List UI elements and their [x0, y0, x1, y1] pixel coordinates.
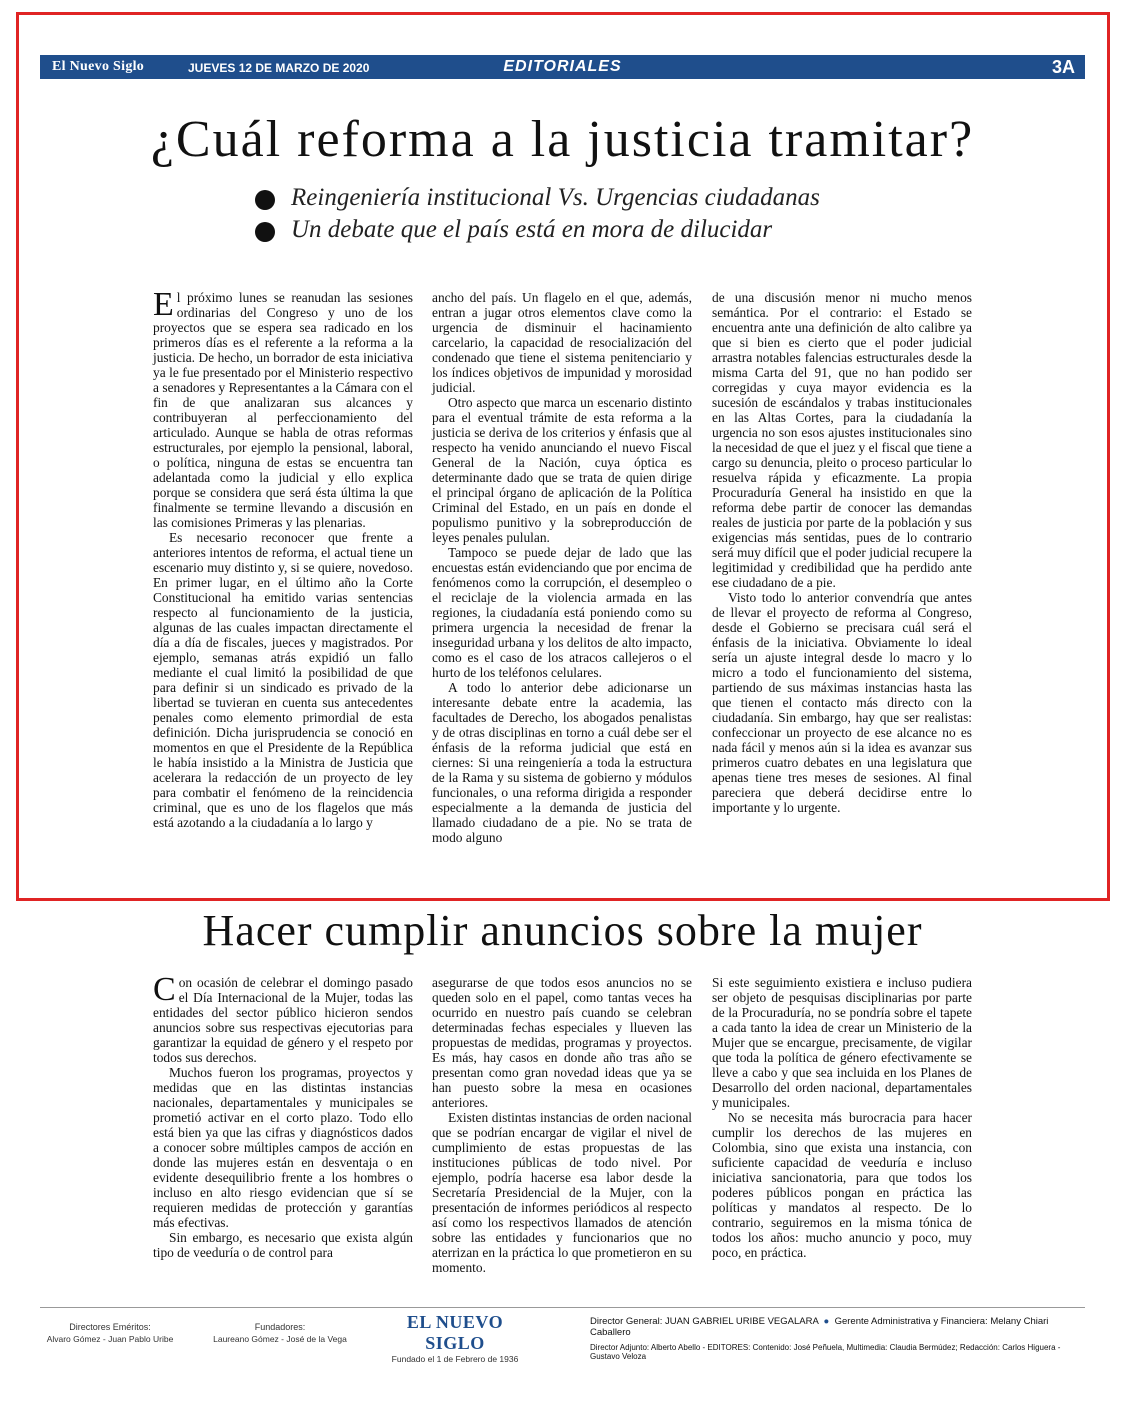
redaccion-label: Redacción: — [959, 1343, 1000, 1352]
subhead-item — [255, 214, 955, 246]
redaccion-names: Carlos Higuera - Gustavo Veloza — [590, 1343, 1061, 1361]
bullet-icon — [255, 222, 275, 242]
editorial2-title: Hacer cumplir anuncios sobre la mujer — [202, 906, 923, 955]
bullet-icon: ● — [823, 1316, 830, 1327]
director-general-label: Director General: — [590, 1316, 663, 1327]
gerente-name: Melany Chiari Caballero — [590, 1316, 1049, 1338]
paragraph: Existen distintas instancias de orden nacional que se podrían encargar de vigilar el nivel de cumplimiento de estas propuestas de las instituciones públicas de todo nivel. Por ejemplo, podría hacerse esa labor desde la Secretaría Presidencial de la Mujer, con la presentación de informes periódicos al respecto así como los respectivos llamados de atención sobre las entidades y funcionarios que no aterrizan en la práctica lo que prometieron en su momento. — [432, 1110, 692, 1275]
footer-emeritus — [40, 1322, 180, 1344]
contenido-name: José Peñuela, — [793, 1343, 845, 1352]
editorial1-column-1 — [153, 286, 413, 830]
gerente-label: Gerente Administrativa y Financiera: — [834, 1316, 988, 1327]
emeritus-names: Alvaro Gómez - Juan Pablo Uribe — [46, 1334, 174, 1344]
editorial1-column-2 — [432, 290, 692, 845]
subhead-text: Un debate que el país está en mora de dilucidar — [291, 216, 773, 243]
paragraph-text: l próximo lunes se reanudan las sesiones ordinarias del Congreso y uno de los proyectos que se espera sea radicado en los primeros días es el referente a la reforma a la justicia. De hecho, un borrador de esta iniciativa ya le fue presentado por el Ministerio respectivo a senadores y Representantes a la Cámara con el fin de que analizaran sus alcances y contribuyeran al perfeccionamiento del articulado. Aunque se habla de otras reformas estructurales, por ejemplo la pensional, laboral, o política, ninguna de estas se encuentra tan adelantada como la judicial y ello explica porque se considera que será ésta última la que finalmente se termine llevando a discusión en las comisiones Primeras y las plenarias. — [153, 290, 413, 530]
footer-founders — [210, 1322, 350, 1344]
paragraph — [153, 286, 413, 530]
paragraph: de una discusión menor ni mucho menos semántica. Por el contrario: el Estado se encuentra ante una definición de alto calibre ya que si bien es cierto que el poder judicial arrastra notables falencias estructurales desde la misma Carta del 91, que no han podido ser corregidas y cuya mayor evidencia es la sucesión de escándalos y trabas institucionales en las Altas Cortes, para la ciudadanía la urgencia no son esos ajustes institucionales sino la necesidad de que el juez y el fiscal que tiene a cargo su denuncia, pleito o proceso particular lo resuelva rápida y eficazmente. La propia Procuraduría General ha insistido en que la reforma debe partir de conocer las demandas reales de justicia por parte de la población y sus exigencias más sentidas, pues de lo contrario será muy difícil que el poder judicial recupere la legitimidad y credibilidad que ha perdido ante ese ciudadano de a pie. — [712, 290, 972, 590]
subhead-text: Reingeniería institucional Vs. Urgencias ciudadanas — [291, 184, 820, 211]
footer-logo — [390, 1312, 520, 1364]
subhead-item — [255, 182, 955, 214]
paragraph: Visto todo lo anterior convendría que antes de llevar el proyecto de reforma al Congreso, desde el Gobierno se precisara cuál será el énfasis de la iniciativa. Obviamente lo ideal sería un ajuste integral desde lo macro y lo micro a todo el funcionamiento del sistema, partiendo de sus máximas instancias hasta las que tienen el contacto más directo con la ciudadanía. Sin embargo, hay que ser realistas: confeccionar un proyecto de ese alcance no es nada fácil y menos aún si la idea es avanzar sus primeros cuatro debates en una legislatura que apenas tiene tres meses de sesiones. Al final pareciera que deberá decidirse entre lo importante y lo urgente. — [712, 590, 972, 815]
drop-cap: E — [153, 286, 174, 323]
drop-cap: C — [153, 971, 176, 1008]
founded-date: Fundado el 1 de Febrero de 1936 — [391, 1354, 519, 1364]
paragraph: asegurarse de que todos esos anuncios no se queden solo en el papel, como tantas veces ha ocurrido en nuestro país cuando se celebran determinadas fechas especiales y llueven las propuestas de medidas, programas y proyectos. Es más, hay casos en donde año tras año se presentan como gran novedad ideas que ya se han puesto sobre la mesa en ocasiones anteriores. — [432, 975, 692, 1110]
adjunto-label: Director Adjunto: — [590, 1343, 650, 1352]
founders-names: Laureano Gómez - José de la Vega — [213, 1334, 347, 1344]
editorial2-column-2 — [432, 975, 692, 1275]
page-number: 3A — [1051, 57, 1075, 77]
paragraph: Muchos fueron los programas, proyectos y medidas que en las distintas instancias nacionales, departamentales y municipales se prometió activar en el corto plazo. Todo ello está bien ya que las cifras y diagnósticos dados a conocer sobre múltiples campos de acción en donde las mujeres están en desventaja o en evidente desequilibrio frente a los hombres o incluso en alto riesgo evidencian que sí se requieren medidas de protección y garantías más efectivas. — [153, 1065, 413, 1230]
paragraph: ancho del país. Un flagelo en el que, además, entran a jugar otros elementos clave como la urgencia de disminuir el hacinamiento carcelario, la capacidad de resocialización del condenado que tiene el sistema penitenciario y los índices objetivos de impunidad y morosidad judicial. — [432, 290, 692, 395]
header-section: EDITORIALES — [503, 58, 622, 75]
paragraph-text: on ocasión de celebrar el domingo pasado el Día Internacional de la Mujer, todas las entidades del sector público hicieron sendos anuncios sobre sus respectivas ejecutorias para garantizar la equidad de género y el respeto por todos sus derechos. — [153, 975, 413, 1065]
founders-label: Fundadores: — [254, 1322, 306, 1332]
paragraph: A todo lo anterior debe adicionarse un interesante debate entre la academia, las facultades de Derecho, los abogados penalistas y de otras disciplinas en torno a cuál debe ser el énfasis de la reforma judicial que está en ciernes: Si una reingeniería a toda la estructura de la Rama y su sistema de gobierno y módulos funcionales, o una reforma dirigida a responder especialmente a la demanda de justicia del llamado ciudadano de a pie. No se trata de modo alguno — [432, 680, 692, 845]
editorial1-subheads — [255, 182, 955, 246]
paragraph — [153, 971, 413, 1065]
editores-label: EDITORES: — [707, 1343, 751, 1352]
staff-line-2: Director Adjunto: Alberto Abello - EDITORES: Contenido: José Peñuela, Multimedia: Claudia Bermúdez; Redacción: Carlos Higuera - Gustavo Veloza — [590, 1343, 1061, 1361]
adjunto-name: Alberto Abello — [650, 1343, 701, 1352]
page-header — [40, 55, 1085, 79]
paragraph: Tampoco se puede dejar de lado que las encuestas están evidenciando que por encima de fenómenos como la corrupción, el desempleo o el reciclaje de la violencia armada en las regiones, la ciudadanía está poniendo como su primera urgencia la necesidad de frenar la inseguridad urbana y los delitos de alto impacto, como es el caso de los atracos callejeros o el hurto de los teléfonos celulares. — [432, 545, 692, 680]
emeritus-label: Directores Eméritos: — [69, 1322, 151, 1332]
editorial1-column-3 — [712, 290, 972, 815]
paragraph: Si este seguimiento existiera e incluso pudiera ser objeto de pesquisas disciplinarias por parte de la Procuraduría, no se pondría sobre el tapete a cada tanto la idea de crear un Ministerio de la Mujer que se encargue, precisamente, de vigilar que toda la política de género efectivamente se lleve a cabo y que sea incluida en los Planes de Desarrollo del orden nacional, departamentales y municipales. — [712, 975, 972, 1110]
bullet-icon — [255, 190, 275, 210]
multimedia-label: Multimedia: — [846, 1343, 888, 1352]
staff-line-1 — [590, 1316, 1090, 1338]
editorial1-title: ¿Cuál reforma a la justicia tramitar? — [150, 111, 975, 168]
paragraph: Sin embargo, es necesario que exista algún tipo de veeduría o de control para — [153, 1230, 413, 1260]
editorial2-column-3 — [712, 975, 972, 1260]
director-general-name: JUAN GABRIEL URIBE VEGALARA — [664, 1316, 819, 1327]
header-brand: El Nuevo Siglo — [52, 59, 145, 74]
multimedia-name: Claudia Bermúdez; — [889, 1343, 958, 1352]
logo-text: EL NUEVO SIGLO — [406, 1312, 504, 1353]
paragraph: Otro aspecto que marca un escenario distinto para el eventual trámite de esta reforma a la justicia se deriva de los criterios y énfasis que al respecto ha venido anunciando el nuevo Fiscal General de la Nación, cuya óptica es determinante dado que se trata de quien dirige el principal órgano de aplicación de la Política Criminal del Estado, en un país en donde el populismo punitivo y la sobreproducción de leyes penales pululan. — [432, 395, 692, 545]
editorial2-column-1 — [153, 971, 413, 1260]
footer-staff — [590, 1316, 1090, 1361]
paragraph: No se necesita más burocracia para hacer cumplir los derechos de las mujeres en Colombia, sino que exista una instancia, con suficiente capacidad de veeduría e incluso iniciativa sancionatoria, para que todos los poderes públicos pongan en práctica las políticas y mandatos al respecto. De lo contrario, seguiremos en la misma tónica de todos los años: mucho anuncio y poco, muy poco, en práctica. — [712, 1110, 972, 1260]
header-date: JUEVES 12 DE MARZO DE 2020 — [188, 61, 370, 75]
contenido-label: Contenido: — [752, 1343, 792, 1352]
paragraph: Es necesario reconocer que frente a anteriores intentos de reforma, el actual tiene un escenario muy distinto y, si se quiere, novedoso. En primer lugar, en el último año la Corte Constitucional ha emitido varias sentencias respecto al funcionamiento de la justicia, algunas de las cuales impactan directamente el día a día de fiscales, jueces y magistrados. Por ejemplo, semanas atrás expidió un fallo mediante el cual limitó la posibilidad de que para definir si un sindicado es privado de la libertad se tuvieran en cuenta sus antecedentes penales como elemento primordial de esta definición. Dicha jurisprudencia se conoció en momentos en que el Presidente de la República le había insistido a la Ministra de Justicia que acelerara la redacción de un proyecto de ley para combatir el fenómeno de la reincidencia criminal, que es uno de los flagelos que más está azotando a la ciudadanía a lo largo y — [153, 530, 413, 830]
footer-divider — [40, 1307, 1085, 1308]
